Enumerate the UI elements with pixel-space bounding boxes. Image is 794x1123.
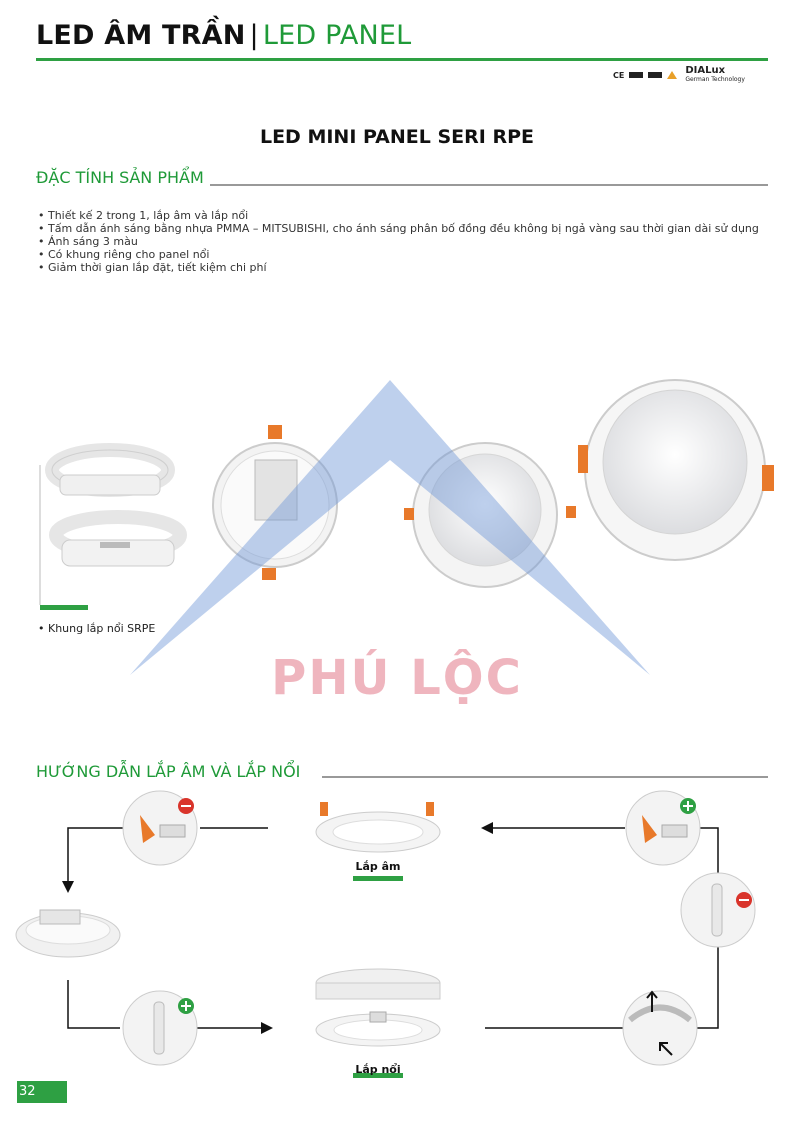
certification-logos [613, 66, 745, 84]
install-rule [322, 776, 768, 778]
feature-item: • Ánh sáng 3 màu [38, 235, 138, 248]
page-title [36, 20, 411, 51]
product-title: LED MINI PANEL SERI RPE [259, 126, 535, 148]
features-heading: ĐẶC TÍNH SẢN PHẨM [36, 168, 204, 187]
certification-icon [629, 72, 643, 78]
step-side-detach-image [681, 873, 755, 947]
title-rule [36, 58, 768, 61]
ce-mark: CE [613, 70, 625, 80]
step-side-attach-image [123, 991, 197, 1065]
features-rule [210, 184, 768, 186]
install-diagram [0, 780, 794, 1080]
title-sub-text: LED PANEL [262, 20, 412, 51]
certification-icon [648, 72, 662, 78]
feature-item: • Tấm dẫn ánh sáng bằng nhựa PMMA – MITSUBISHI, cho ánh sáng phân bố đồng đều không bị ngả vàng sau thời gian dài sử dụng [38, 222, 759, 235]
recessed-panel-image [316, 802, 440, 852]
feature-list [38, 209, 768, 274]
page-number: 32 [19, 1084, 36, 1099]
step-clip-insert-image [626, 791, 700, 865]
dialux-logo-icon [667, 71, 677, 79]
title-separator: | [249, 20, 259, 51]
install-heading: HƯỚNG DẪN LẮP ÂM VÀ LẮP NỔI [36, 762, 301, 781]
watermark-logo [130, 380, 650, 675]
step-clip-remove-image [123, 791, 197, 865]
feature-item: • Có khung riêng cho panel nổi [38, 248, 210, 261]
watermark-text: PHÚ LỘC [271, 650, 523, 706]
feature-item: • Giảm thời gian lắp đặt, tiết kiệm chi phí [38, 261, 267, 274]
frame-green-bar [40, 605, 88, 610]
panel-front-large-image [578, 380, 774, 560]
feature-item: • Thiết kế 2 trong 1, lắp âm và lắp nổi [38, 209, 249, 222]
title-main-text: LED ÂM TRẦN [36, 20, 246, 51]
surface-label: Lắp nổi [355, 1063, 401, 1076]
surface-panel-image [316, 969, 440, 1046]
recessed-label: Lắp âm [355, 860, 401, 873]
recessed-green-bar [353, 876, 403, 881]
step-panel-frame-image [16, 910, 120, 957]
dialux-logo: DIALux German Technology [685, 65, 745, 83]
surface-frame-image [52, 450, 180, 566]
frame-caption: • Khung lắp nổi SRPE [38, 622, 156, 635]
step-twist-image [623, 991, 697, 1065]
